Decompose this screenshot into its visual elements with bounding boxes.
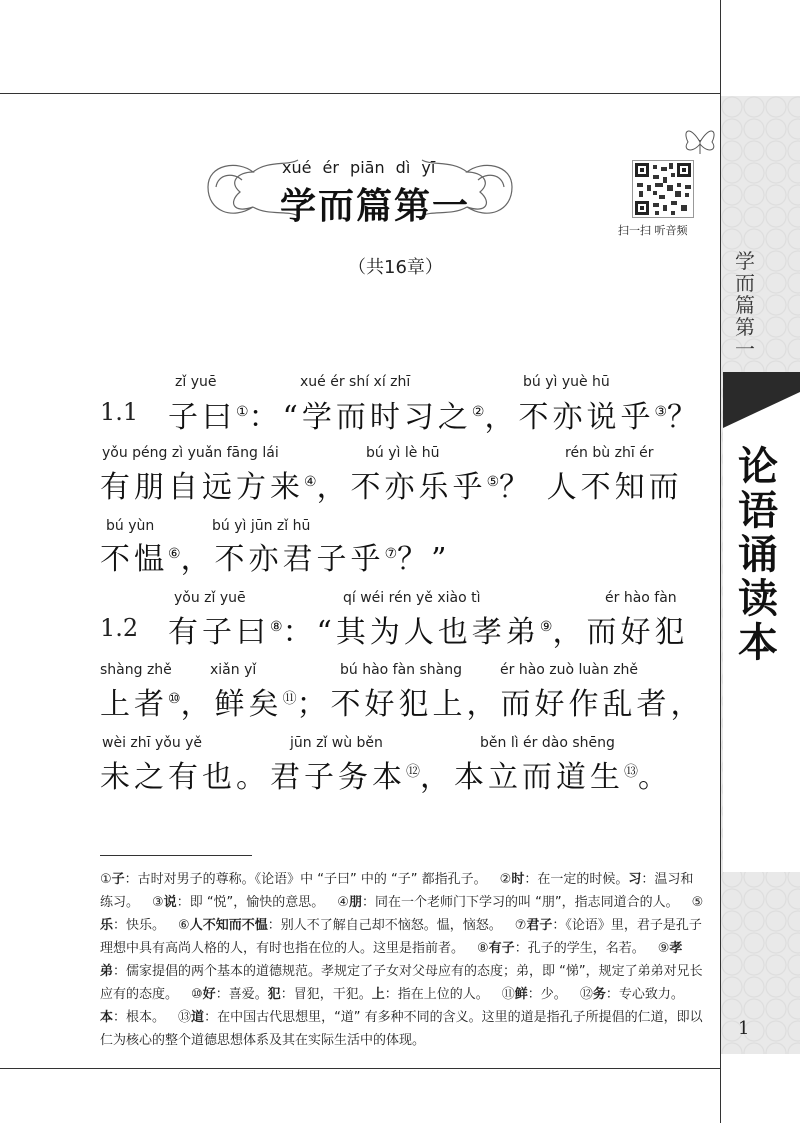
- footnote-term: 乐: [100, 918, 114, 933]
- verse-text: ，本立而道生: [420, 760, 624, 795]
- note-ref[interactable]: ①: [236, 404, 249, 420]
- footnote-number: ⑩: [191, 987, 203, 1002]
- note-ref[interactable]: ③: [654, 404, 668, 420]
- footnote-number: ⑤: [691, 895, 704, 910]
- footnote-text: ：喜爱。: [215, 987, 268, 1002]
- pinyin-line: běn lì ér dào shēng: [480, 735, 615, 751]
- footnote-term: 鲜: [514, 987, 528, 1002]
- footnote-number: ⑬: [178, 1010, 192, 1025]
- verse-text: 未之有也。君子务本: [100, 760, 406, 795]
- footnote-number: ④: [337, 895, 349, 910]
- note-ref[interactable]: ②: [471, 404, 485, 420]
- verse-text: 子曰: [168, 400, 236, 435]
- footnote-text: ：指在上位的人。: [384, 987, 489, 1002]
- pinyin-line: zǐ yuē: [175, 374, 217, 390]
- footnote-item: [324, 895, 678, 910]
- footnote-item: [489, 987, 567, 1002]
- footnote-number: ⑥: [178, 918, 190, 933]
- pinyin-line: qí wéi rén yě xiào tì: [343, 590, 481, 606]
- pinyin-line: bú yùn: [106, 518, 155, 534]
- footnote-term: 朋: [348, 895, 362, 910]
- verse-text: 不愠: [100, 542, 168, 577]
- pinyin-line: yǒu péng zì yuǎn fāng lái: [102, 445, 279, 461]
- footnote-text: ：孔子的学生，名若。: [514, 941, 645, 956]
- note-ref[interactable]: ⑥: [168, 546, 181, 562]
- note-ref[interactable]: ⑪: [282, 691, 297, 707]
- verse-text: ：“学而时习之: [248, 400, 472, 435]
- footnote-item: [100, 872, 487, 887]
- footnote-text: ：在一定的时候。: [524, 872, 629, 887]
- verse-text: ：“其为人也孝弟: [282, 615, 540, 650]
- pinyin-line: bú yì jūn zǐ hū: [212, 518, 311, 534]
- footnote-text: ：别人不了解自己却不恼怒。愠，恼怒。: [267, 918, 502, 933]
- title-pinyin: xué ér piān dì yī: [282, 158, 436, 177]
- footnote-term: 君子: [526, 918, 553, 933]
- verse-text: ，鲜矣: [180, 687, 283, 722]
- footnote-text: ：快乐。: [113, 918, 166, 933]
- footnote-text: ：根本。: [113, 1010, 166, 1025]
- pinyin-line: ér hào fàn: [605, 590, 677, 606]
- pinyin-line: bú yì yuè hū: [523, 374, 610, 390]
- footnote-term: 时: [511, 872, 525, 887]
- pinyin-line: jūn zǐ wù běn: [290, 735, 383, 751]
- verse-text: 上者: [100, 687, 168, 722]
- footnote-number: ⑨: [657, 941, 670, 956]
- footnote-text: ：儒家提倡的两个基本的道德规范。孝规定了子女对父母应有的态度；弟，即 “悌”，规定了弟弟对兄长应有的态度。: [100, 964, 703, 1002]
- verse-line: [168, 392, 701, 436]
- bottom-rule: [0, 1068, 720, 1069]
- pinyin-line: xué ér shí xí zhī: [300, 374, 411, 390]
- footnote-number: ⑦: [514, 918, 527, 933]
- section-number: 1.2: [100, 614, 139, 642]
- top-rule: [0, 93, 720, 94]
- page-number: 1: [738, 1018, 750, 1039]
- footnote-number: ⑫: [579, 987, 593, 1002]
- pinyin-line: ér hào zuò luàn zhě: [500, 662, 639, 678]
- chapter-count: （共16章）: [348, 257, 443, 278]
- verse-text: ？ 人不知而: [499, 470, 683, 505]
- pinyin-line: yǒu zǐ yuē: [174, 590, 246, 606]
- qr-code[interactable]: [632, 160, 694, 218]
- footnote-text: ：少。: [527, 987, 567, 1002]
- note-ref[interactable]: ④: [304, 474, 317, 490]
- footnote-rule: [100, 855, 252, 856]
- footnote-item: [165, 918, 502, 933]
- footnote-term: 有子: [488, 941, 515, 956]
- verse-text: 有子曰: [168, 615, 270, 650]
- side-dark-banner: [723, 372, 800, 428]
- section-number: 1.1: [100, 398, 139, 426]
- note-ref[interactable]: ⑫: [406, 764, 420, 780]
- chapter-title: 学而篇第一: [280, 186, 471, 227]
- verse-line: [100, 462, 683, 506]
- footnote-number: ①: [100, 872, 112, 887]
- side-book-title: 论 语 诵 读 本: [738, 444, 778, 666]
- footnote-term: 道: [191, 1010, 205, 1025]
- footnote-text: ：在中国古代思想里，“道” 有多种不同的含义。这里的道是指孔子所提倡的仁道，即以仁为核心的整个道德思想体系及其在实际生活中的体现。: [100, 1010, 703, 1048]
- side-chapter-title: 学 而 篇 第 一: [735, 249, 755, 361]
- footnote-item: [487, 872, 629, 887]
- footnote-text: ：同在一个老师门下学习的叫 “朋”，指志同道合的人。: [361, 895, 679, 910]
- footnote-term: 好: [202, 987, 216, 1002]
- pinyin-line: wèi zhī yǒu yě: [102, 735, 203, 751]
- footnote-term: 人不知而不愠: [189, 918, 268, 933]
- footnote-item: [372, 987, 489, 1002]
- pinyin-line: bú hào fàn shàng: [340, 662, 463, 678]
- footnote-item: [268, 987, 372, 1002]
- footnote-item: [100, 1010, 165, 1025]
- footnote-number: ⑧: [477, 941, 489, 956]
- footnote-item: [464, 941, 645, 956]
- footnote-term: 子: [111, 872, 125, 887]
- verse-text: ，不亦说乎: [484, 400, 655, 435]
- verse-line: [100, 534, 450, 578]
- verse-text: ，而好犯: [552, 615, 689, 650]
- footnote-term: 本: [100, 1010, 114, 1025]
- note-ref[interactable]: ⑧: [270, 619, 283, 635]
- footnote-term: 孝弟: [100, 941, 683, 979]
- footnote-text: ：专心致力。: [605, 987, 684, 1002]
- footnote-text: ：温习和练习。: [100, 872, 694, 910]
- note-ref[interactable]: ⑬: [624, 764, 638, 780]
- footnote-number: ②: [499, 872, 512, 887]
- footnote-number: ⑪: [501, 987, 515, 1002]
- footnote-term: 犯: [267, 987, 281, 1002]
- footnote-number: ③: [152, 895, 164, 910]
- footnotes: [100, 868, 704, 1052]
- verse-text: ，不亦君子乎: [180, 542, 385, 577]
- verse-text: ；不好犯上，而好作乱者，: [296, 687, 705, 722]
- verse-line: [100, 679, 705, 723]
- footnote-term: 习: [628, 872, 642, 887]
- pinyin-line: bú yì lè hū: [366, 445, 440, 461]
- footnote-term: 说: [163, 895, 177, 910]
- footnote-item: [100, 1010, 703, 1048]
- footnote-text: ：冒犯，干犯。: [280, 987, 372, 1002]
- footnote-item: [567, 987, 684, 1002]
- note-ref[interactable]: ⑤: [486, 474, 500, 490]
- footnote-item: [139, 895, 324, 910]
- verse-text: ？”: [397, 542, 451, 577]
- pinyin-line: rén bù zhī ér: [565, 445, 654, 461]
- verse-text: ？: [667, 400, 702, 435]
- note-ref[interactable]: ⑨: [539, 619, 553, 635]
- pinyin-line: xiǎn yǐ: [210, 662, 257, 678]
- verse-line: [100, 752, 672, 796]
- footnote-text: ：古时对男子的尊称。《论语》中 “子曰” 中的 “子” 都指孔子。: [124, 872, 487, 887]
- note-ref[interactable]: ⑩: [168, 691, 181, 707]
- verse-line: [168, 607, 688, 651]
- butterfly-icon: [680, 120, 720, 160]
- footnote-text: ：即 “悦”，愉快的意思。: [176, 895, 325, 910]
- verse-text: 有朋自远方来: [100, 470, 304, 505]
- verse-text: 。: [638, 760, 672, 795]
- verse-text: ，不亦乐乎: [316, 470, 487, 505]
- footnote-term: 上: [371, 987, 385, 1002]
- note-ref[interactable]: ⑦: [384, 546, 398, 562]
- pinyin-line: shàng zhě: [100, 662, 172, 678]
- footnote-item: [178, 987, 268, 1002]
- qr-caption: 扫一扫 听音频: [618, 224, 688, 237]
- footnote-term: 务: [592, 987, 606, 1002]
- footnote-text: ：《论语》里，君子是孔子理想中具有高尚人格的人，有时也指在位的人。这里是指前者。: [100, 918, 702, 956]
